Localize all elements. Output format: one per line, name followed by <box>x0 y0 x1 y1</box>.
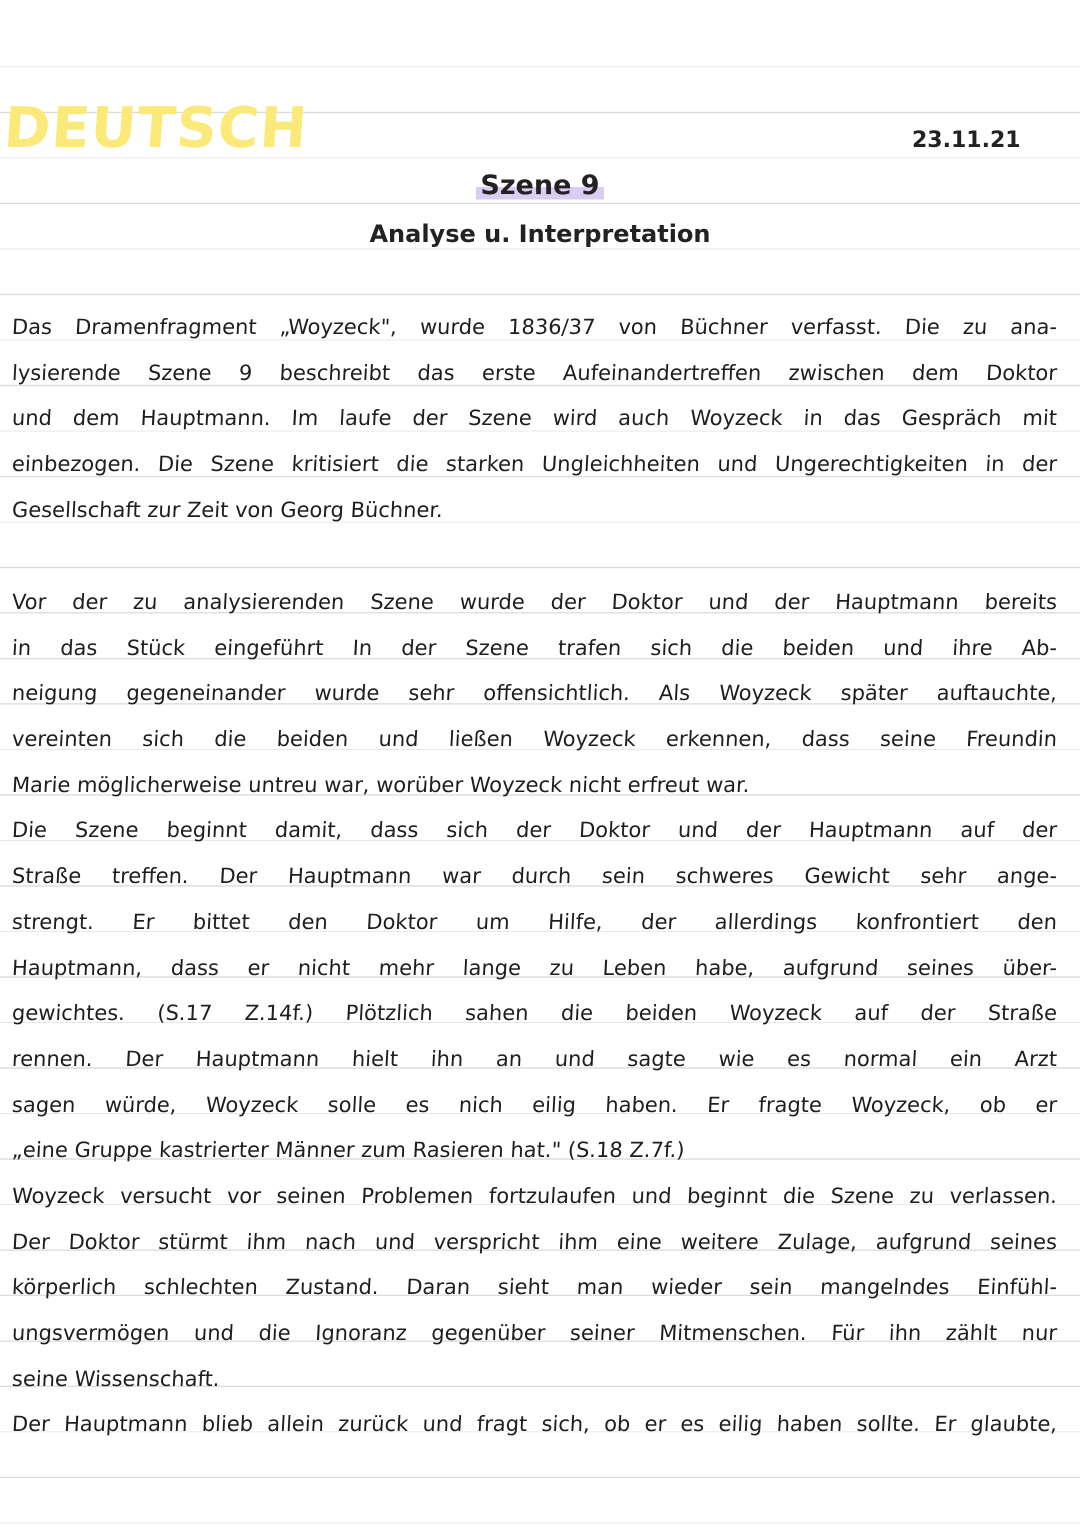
text-line: Gesellschaft zur Zeit von Georg Büchner. <box>11 497 444 522</box>
text-line: Der Doktor stürmt ihm nach und verspricht ihm eine weitere Zulage, aufgrund seines <box>11 1229 1058 1254</box>
text-line: Marie möglicherweise untreu war, worüber Woyzeck nicht erfreut war. <box>11 772 751 797</box>
paragraph-intro <box>12 305 1057 533</box>
text-line: Das Dramenfragment „Woyzeck", wurde 1836/37 von Büchner verfasst. Die zu ana- <box>11 315 1058 339</box>
text-line: seine Wissenschaft. <box>11 1366 221 1391</box>
text-line: lysierende Szene 9 beschreibt das erste Aufeinandertreffen zwischen dem Doktor <box>11 360 1058 385</box>
text-line: rennen. Der Hauptmann hielt ihn an und sagte wie es normal ein Arzt <box>11 1046 1058 1071</box>
text-line: einbezogen. Die Szene kritisiert die starken Ungleichheiten und Ungerechtigkeiten in der <box>11 452 1058 477</box>
page-title <box>0 170 1080 201</box>
text-line: „eine Gruppe kastrierter Männer zum Rasieren hat." (S.18 Z.7f.) <box>11 1138 686 1163</box>
text-line: sagen würde, Woyzeck solle es nich eilig haben. Er fragte Woyzeck, ob er <box>11 1092 1058 1117</box>
text-line: strengt. Er bittet den Doktor um Hilfe, der allerdings konfrontiert den <box>11 909 1058 934</box>
text-line: vereinten sich die beiden und ließen Woyzeck erkennen, dass seine Freundin <box>11 727 1058 752</box>
text-line: in das Stück eingeführt In der Szene trafen sich die beiden und ihre Ab- <box>11 635 1058 660</box>
date: 23.11.21 <box>912 128 1021 153</box>
text-line: ungsvermögen und die Ignoranz gegenüber seiner Mitmenschen. Für ihn zählt nur <box>11 1321 1058 1345</box>
text-line: Woyzeck versucht vor seinen Problemen fortzulaufen und beginnt die Szene zu verlassen. <box>11 1183 1058 1208</box>
title-text: Szene 9 <box>476 170 603 201</box>
paragraph-analysis <box>12 580 1057 1448</box>
page-subtitle: Analyse u. Interpretation <box>369 220 711 248</box>
text-line: und dem Hauptmann. Im laufe der Szene wird auch Woyzeck in das Gespräch mit <box>11 406 1058 431</box>
text-line: gewichtes. (S.17 Z.14f.) Plötzlich sahen die beiden Woyzeck auf der Straße <box>11 1001 1058 1026</box>
text-line: körperlich schlechten Zustand. Daran sieht man wieder sein mangelndes Einfühl- <box>11 1275 1058 1300</box>
subject-heading: DEUTSCH <box>1 96 310 161</box>
text-line: Die Szene beginnt damit, dass sich der Doktor und der Hauptmann auf der <box>11 818 1058 843</box>
text-line: Straße treffen. Der Hauptmann war durch sein schweres Gewicht sehr ange- <box>11 864 1058 889</box>
text-line: Hauptmann, dass er nicht mehr lange zu Leben habe, aufgrund seines über- <box>11 955 1058 980</box>
text-line: neigung gegeneinander wurde sehr offensichtlich. Als Woyzeck später auftauchte, <box>11 681 1058 706</box>
text-line: Der Hauptmann blieb allein zurück und fragt sich, ob er es eilig haben sollte. Er glaubte, <box>11 1412 1058 1437</box>
text-line: Vor der zu analysierenden Szene wurde der Doktor und der Hauptmann bereits <box>11 590 1058 614</box>
